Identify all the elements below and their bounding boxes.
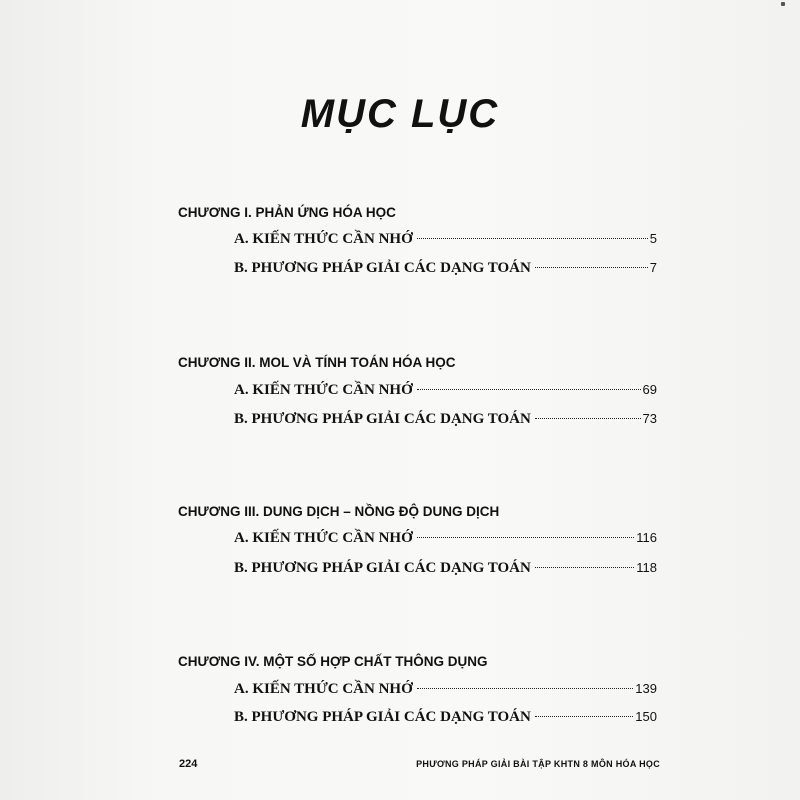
toc-entry-label: A. KIẾN THỨC CẦN NHỚ xyxy=(234,530,413,546)
leader-dots xyxy=(417,688,634,689)
toc-entry-4a xyxy=(234,681,657,701)
leader-dots xyxy=(535,418,641,419)
leader-dots xyxy=(417,537,635,538)
toc-entry-1b xyxy=(234,260,657,280)
toc-entry-label: A. KIẾN THỨC CẦN NHỚ xyxy=(234,681,413,697)
toc-entry-3a xyxy=(234,530,657,550)
toc-entry-1a xyxy=(234,231,657,251)
toc-entry-page: 150 xyxy=(635,709,657,724)
leader-dots xyxy=(535,267,648,268)
leader-dots xyxy=(417,238,648,239)
chapter-heading-3: CHƯƠNG III. DUNG DỊCH – NỒNG ĐỘ DUNG DỊCH xyxy=(178,504,500,519)
toc-entry-label: B. PHƯƠNG PHÁP GIẢI CÁC DẠNG TOÁN xyxy=(234,560,531,576)
toc-entry-label: B. PHƯƠNG PHÁP GIẢI CÁC DẠNG TOÁN xyxy=(234,709,531,725)
toc-entry-2b xyxy=(234,411,657,431)
chapter-heading-4: CHƯƠNG IV. MỘT SỐ HỢP CHẤT THÔNG DỤNG xyxy=(178,654,488,669)
toc-entry-label: B. PHƯƠNG PHÁP GIẢI CÁC DẠNG TOÁN xyxy=(234,411,531,427)
corner-mark xyxy=(781,2,785,6)
leader-dots xyxy=(417,389,641,390)
toc-entry-label: A. KIẾN THỨC CẦN NHỚ xyxy=(234,231,413,247)
toc-entry-label: B. PHƯƠNG PHÁP GIẢI CÁC DẠNG TOÁN xyxy=(234,260,531,276)
toc-entry-page: 73 xyxy=(642,411,657,426)
leader-dots xyxy=(535,716,633,717)
page-title: MỤC LỤC xyxy=(300,92,500,136)
toc-entry-label: A. KIẾN THỨC CẦN NHỚ xyxy=(234,382,413,398)
toc-entry-3b xyxy=(234,560,657,580)
toc-entry-4b xyxy=(234,709,657,729)
toc-entry-page: 7 xyxy=(649,260,657,275)
leader-dots xyxy=(535,567,634,568)
toc-entry-page: 139 xyxy=(635,681,657,696)
footer-book-title: PHƯƠNG PHÁP GIẢI BÀI TẬP KHTN 8 MÔN HÓA HỌC xyxy=(416,759,660,769)
toc-entry-page: 69 xyxy=(642,382,657,397)
chapter-heading-2: CHƯƠNG II. MOL VÀ TÍNH TOÁN HÓA HỌC xyxy=(178,355,456,370)
chapter-heading-1: CHƯƠNG I. PHẢN ỨNG HÓA HỌC xyxy=(178,205,396,220)
toc-entry-page: 5 xyxy=(649,231,657,246)
footer-page-number: 224 xyxy=(179,758,198,770)
toc-entry-2a xyxy=(234,382,657,402)
toc-entry-page: 118 xyxy=(636,560,657,575)
toc-entry-page: 116 xyxy=(636,530,657,545)
